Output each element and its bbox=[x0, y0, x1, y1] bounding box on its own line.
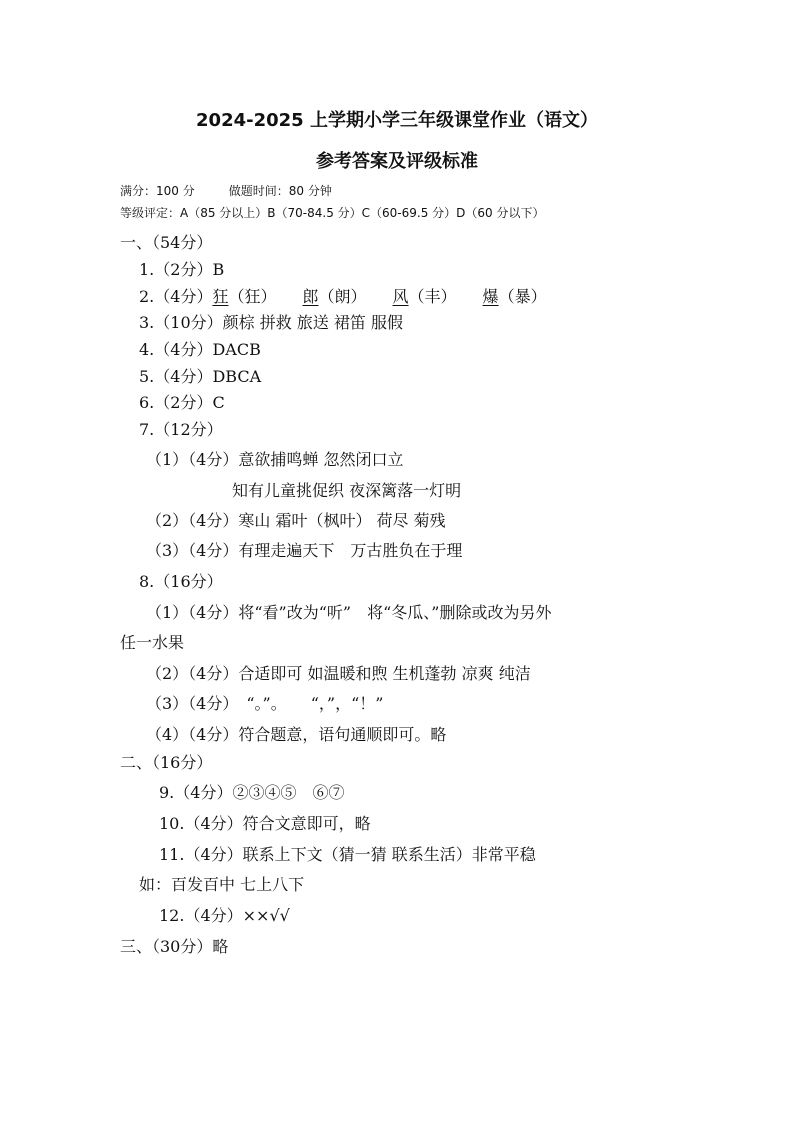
corrected-char: （暴） bbox=[498, 287, 547, 306]
wrong-char: 狂 bbox=[212, 287, 229, 306]
answer-q8-part3: （3）（4分） “。”。 “，”，“！” bbox=[146, 694, 384, 713]
page-subtitle: 参考答案及评级标准 bbox=[316, 151, 478, 172]
answer-q11-example: 如：百发百中 七上八下 bbox=[139, 875, 305, 894]
answer-q7-heading: 7.（12分） bbox=[139, 420, 223, 439]
answer-q8-part1: （1）（4分）将“看”改为“听” 将“冬瓜、”删除或改为另外 bbox=[146, 603, 552, 622]
corrected-char: （丰） bbox=[408, 287, 457, 306]
answer-q5: 5.（4分）DBCA bbox=[139, 367, 262, 386]
grading-criteria: 等级评定：A（85 分以上）B（70-84.5 分）C（60-69.5 分）D（60 分以下） bbox=[120, 206, 545, 220]
answer-q4: 4.（4分）DACB bbox=[139, 340, 261, 359]
answer-q8-part1-cont: 任一水果 bbox=[120, 633, 185, 652]
answer-q8-part4: （4）（4分）符合题意，语句通顺即可。略 bbox=[146, 725, 447, 744]
section-1-heading: 一、（54分） bbox=[120, 233, 213, 252]
exam-info bbox=[120, 182, 332, 199]
answer-q6: 6.（2分）C bbox=[139, 393, 225, 412]
answer-q7-part2: （2）（4分）寒山 霜叶（枫叶） 荷尽 菊残 bbox=[146, 511, 446, 530]
answer-q11: 11.（4分）联系上下文（猜一猜 联系生活）非常平稳 bbox=[159, 845, 536, 864]
corrected-char: （朗） bbox=[318, 287, 367, 306]
answer-q12: 12.（4分）××√√ bbox=[159, 906, 290, 925]
answer-q9: 9.（4分）②③④⑤ ⑥⑦ bbox=[159, 783, 345, 802]
answer-q7-part1: （1）（4分）意欲捕鸣蝉 忽然闭口立 bbox=[146, 450, 404, 469]
exam-time: 做题时间：80 分钟 bbox=[228, 184, 332, 198]
answer-q2-prefix: 2.（4分） bbox=[139, 287, 213, 306]
answer-q10: 10.（4分）符合文意即可，略 bbox=[159, 814, 371, 833]
answer-q7-part3: （3）（4分）有理走遍天下 万古胜负在于理 bbox=[146, 541, 463, 560]
answer-q1: 1.（2分）B bbox=[139, 260, 225, 279]
section-2-heading: 二、（16分） bbox=[120, 753, 213, 772]
page-title: 2024-2025 上学期小学三年级课堂作业（语文） bbox=[196, 110, 598, 131]
section-3-heading: 三、（30分）略 bbox=[120, 937, 229, 956]
full-score: 满分：100 分 bbox=[120, 184, 195, 198]
answer-q3: 3.（10分）颜棕 拼救 旅送 裙笛 服假 bbox=[139, 313, 403, 332]
answer-q8-heading: 8.（16分） bbox=[139, 572, 223, 591]
wrong-char: 爆 bbox=[482, 287, 499, 306]
wrong-char: 郎 bbox=[302, 287, 319, 306]
corrected-char: （狂） bbox=[228, 287, 277, 306]
answer-q2 bbox=[139, 287, 547, 307]
answer-q8-part2: （2）（4分）合适即可 如温暖和煦 生机蓬勃 凉爽 纯洁 bbox=[146, 664, 531, 683]
answer-q7-part1-cont: 知有儿童挑促织 夜深篱落一灯明 bbox=[232, 481, 462, 500]
wrong-char: 风 bbox=[392, 287, 409, 306]
